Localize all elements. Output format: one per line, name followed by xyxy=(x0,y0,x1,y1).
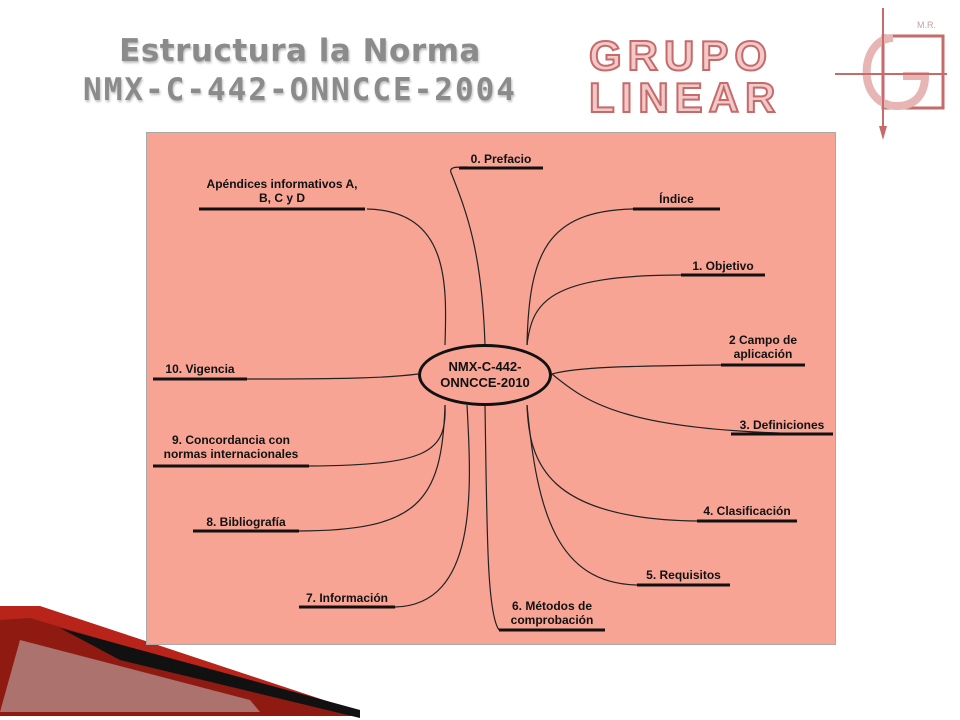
slide-title-line2: NMX-C-442-ONNCCE-2004 xyxy=(83,72,517,108)
mindmap-panel xyxy=(146,132,836,645)
connector-clasificacion xyxy=(527,405,697,521)
connector-concordancia xyxy=(309,405,445,466)
node-bibliografia: 8. Bibliografía xyxy=(206,515,286,529)
company-logo xyxy=(585,8,955,148)
connector-metodos xyxy=(485,405,499,630)
node-clasificacion: 4. Clasificación xyxy=(703,504,791,518)
node-definiciones: 3. Definiciones xyxy=(739,418,825,432)
connector-bibliografia xyxy=(297,405,445,531)
node-indice: Índice xyxy=(659,192,694,206)
slide-title-line1: Estructura la Norma xyxy=(119,33,481,69)
node-vigencia: 10. Vigencia xyxy=(165,362,235,376)
center-node-line2: ONNCCE-2010 xyxy=(440,375,530,390)
registered-mark: M.R. xyxy=(917,20,936,30)
connector-informacion xyxy=(395,405,469,607)
node-campo: 2 Campo de aplicación xyxy=(728,333,797,361)
connector-prefacio xyxy=(451,167,485,345)
logo-word-grupo: GRUPO xyxy=(589,32,774,79)
node-objetivo: 1. Objetivo xyxy=(692,259,754,273)
center-node-line1: NMX-C-442- xyxy=(448,359,522,374)
node-concordancia: 9. Concordancia con normas internacionales xyxy=(163,433,299,461)
connector-campo xyxy=(552,365,722,374)
node-prefacio: 0. Prefacio xyxy=(470,152,532,166)
node-apendices: Apéndices informativos A, B, C y D xyxy=(206,177,358,205)
mindmap-center-node xyxy=(418,344,552,406)
connector-objetivo xyxy=(527,275,682,345)
node-requisitos: 5. Requisitos xyxy=(646,568,721,582)
connector-indice xyxy=(527,209,633,345)
g-monogram-icon xyxy=(835,8,955,148)
connector-vigencia xyxy=(247,374,418,379)
connector-apendices xyxy=(367,209,446,345)
logo-word-linear: LINEAR xyxy=(589,74,782,121)
connector-requisitos xyxy=(527,405,637,585)
node-metodos: 6. Métodos de comprobación xyxy=(510,599,594,627)
node-informacion: 7. Información xyxy=(305,591,388,605)
slide-title xyxy=(30,32,570,110)
